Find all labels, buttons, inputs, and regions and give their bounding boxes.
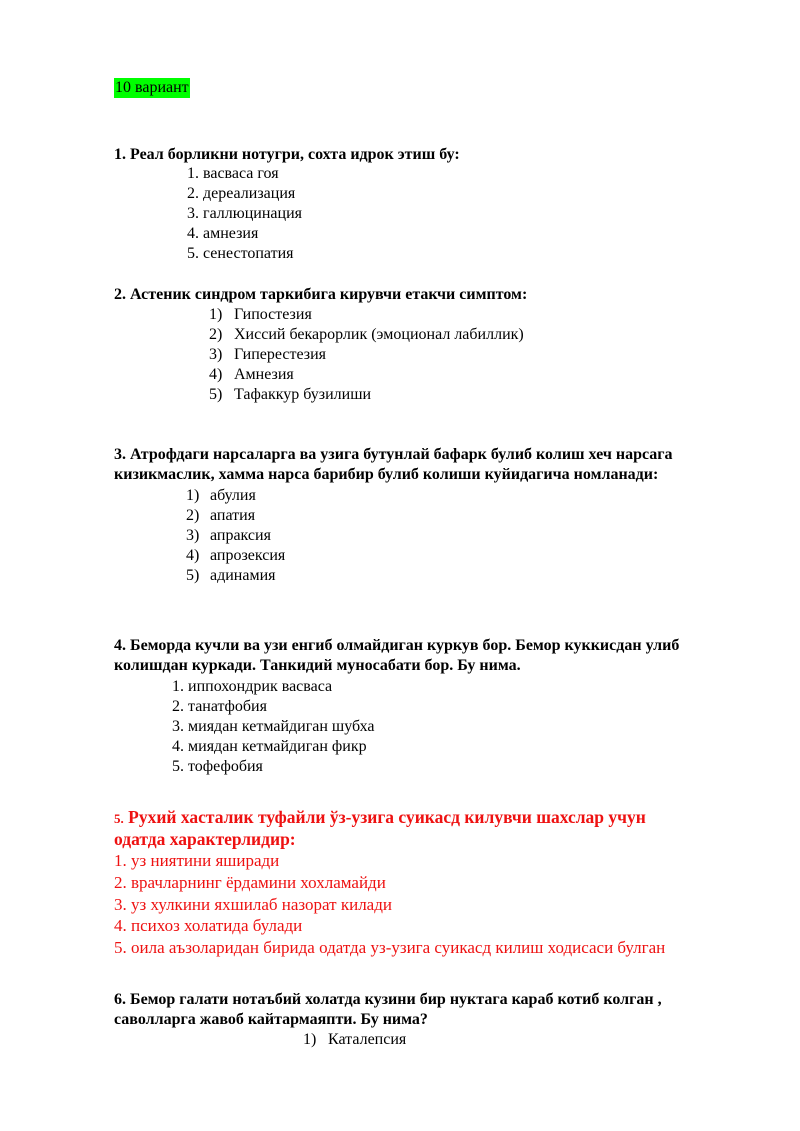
q2-option-4-number: 4)	[209, 366, 223, 383]
q4-option-4: 4. миядан кетмайдиган фикр	[172, 738, 367, 755]
q4-option-2: 2. танатфобия	[172, 698, 267, 715]
question-4-line-1: 4. Беморда кучли ва узи енгиб олмайдиган куркув бор. Бемор куккисдан улиб	[114, 637, 680, 654]
q2-option-2	[209, 325, 524, 345]
variant-label: 10 вариант	[115, 79, 189, 96]
q2-option-2-number: 2)	[209, 326, 223, 343]
q1-option-4: 4. амнезия	[187, 225, 259, 242]
q3-option-3	[186, 526, 271, 546]
q1-option-5: 5. сенестопатия	[187, 245, 294, 262]
q4-option-1: 1. иппохондрик васваса	[172, 678, 333, 695]
q2-option-1	[209, 305, 312, 325]
q1-option-3: 3. галлюцинация	[187, 205, 302, 222]
q2-option-3	[209, 345, 326, 365]
question-6-line-2: саволларга жавоб кайтармаяпти. Бу нима?	[114, 1011, 428, 1028]
q5-option-3: 3. уз хулкини яхшилаб назорат килади	[114, 895, 392, 914]
q6-option-1	[303, 1030, 406, 1050]
question-6-line-1: 6. Бемор галати нотаъбий холатда кузини бир нуктага караб котиб колган ,	[114, 991, 662, 1008]
question-1: 1. Реал борликни нотугри, сохта идрок этиш бу:	[114, 146, 460, 163]
q3-option-1	[186, 486, 256, 506]
q6-option-1-text: Каталепсия	[328, 1031, 407, 1048]
q2-option-5	[209, 385, 371, 405]
question-2: 2. Астеник синдром таркибига кирувчи етакчи симптом:	[114, 286, 528, 303]
q1-option-1: 1. васваса гоя	[187, 165, 279, 182]
q5-option-1: 1. уз ниятини яширади	[114, 851, 280, 870]
q3-option-3-number: 3)	[186, 527, 200, 544]
q3-option-5	[186, 566, 276, 586]
q1-option-2: 2. дереализация	[187, 185, 296, 202]
question-5-text: Рухий хасталик туфайли ўз-узига суикасд килувчи шахслар учун	[123, 807, 646, 827]
q3-option-5-number: 5)	[186, 567, 200, 584]
q2-option-2-text: Хиссий бекарорлик (эмоционал лабиллик)	[234, 326, 524, 343]
q2-option-4-text: Амнезия	[234, 366, 294, 383]
q5-option-5: 5. оила аъзоларидан бирида одатда уз-узига суикасд килиш ходисаси булган	[114, 938, 666, 957]
question-5-line-2: одатда характерлидир:	[114, 829, 296, 849]
q4-option-5: 5. тофефобия	[172, 758, 263, 775]
q3-option-2	[186, 506, 255, 526]
q3-option-1-text: абулия	[210, 487, 256, 504]
q2-option-5-text: Тафаккур бузилиши	[234, 386, 372, 403]
q5-option-4: 4. психоз холатида булади	[114, 916, 303, 935]
q2-option-3-text: Гиперестезия	[234, 346, 326, 363]
q3-option-4	[186, 546, 285, 566]
question-3-line-1: 3. Атрофдаги нарсаларга ва узига бутунлай бафарк булиб колиш хеч нарсага	[114, 446, 673, 463]
q3-option-2-number: 2)	[186, 507, 200, 524]
q3-option-2-text: апатия	[210, 507, 256, 524]
q2-option-4	[209, 365, 294, 385]
q3-option-1-number: 1)	[186, 487, 200, 504]
q3-option-4-text: апрозексия	[210, 547, 286, 564]
q3-option-3-text: апраксия	[210, 527, 271, 544]
question-3-line-2: кизикмаслик, хамма нарса барибир булиб колиши куйидагича номланади:	[114, 466, 659, 483]
question-5-number: 5.	[114, 811, 124, 826]
q2-option-3-number: 3)	[209, 346, 223, 363]
q5-option-2: 2. врачларнинг ёрдамини хохламайди	[114, 873, 386, 892]
q6-option-1-number: 1)	[303, 1031, 317, 1048]
q4-option-3: 3. миядан кетмайдиган шубха	[172, 718, 375, 735]
question-4-line-2: колишдан куркади. Танкидий муносабати бор. Бу нима.	[114, 657, 521, 674]
q2-option-1-text: Гипостезия	[234, 306, 312, 323]
q2-option-5-number: 5)	[209, 386, 223, 403]
q3-option-4-number: 4)	[186, 547, 200, 564]
q2-option-1-number: 1)	[209, 306, 223, 323]
question-5-line-1	[114, 806, 646, 830]
q3-option-5-text: адинамия	[210, 567, 276, 584]
